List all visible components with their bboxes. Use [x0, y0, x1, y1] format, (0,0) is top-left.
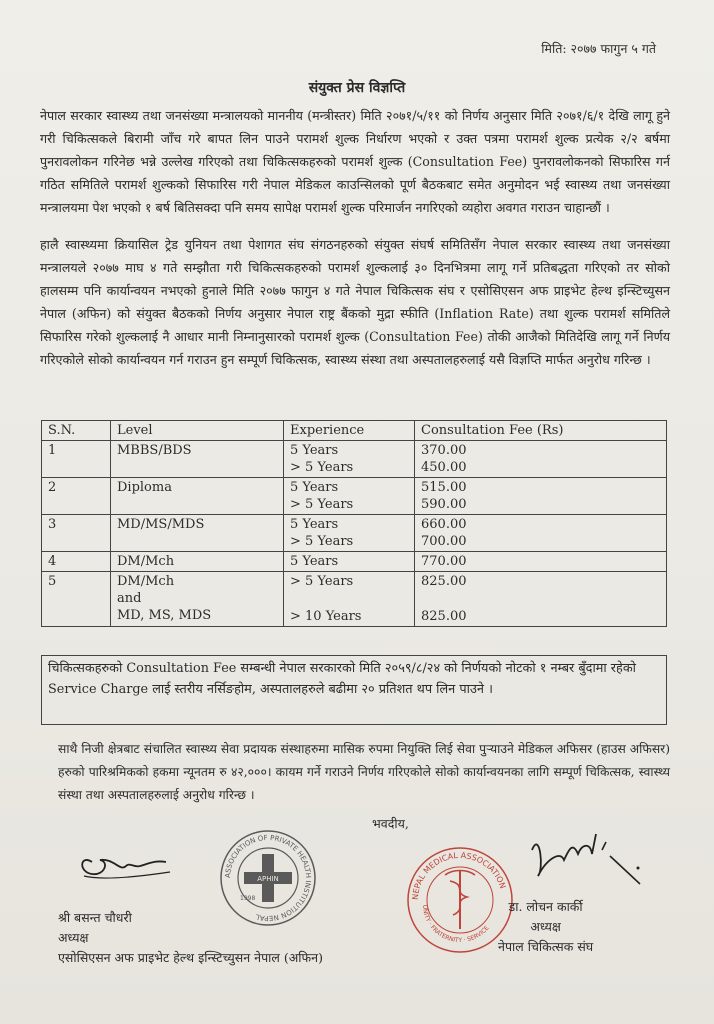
- closing-salutation: भवदीय,: [372, 816, 409, 831]
- header-fee: Consultation Fee (Rs): [415, 421, 667, 441]
- cell-fee: 825.00 825.00: [415, 572, 667, 627]
- left-signatory-block: [58, 908, 323, 968]
- cell-fee: 770.00: [415, 552, 667, 572]
- cell-experience: 5 Years: [284, 552, 415, 572]
- svg-text:APHIN: APHIN: [257, 875, 279, 883]
- cell-fee: 370.00 450.00: [415, 441, 667, 478]
- left-signatory-role: अध्यक्ष: [58, 930, 89, 945]
- header-experience: Experience: [284, 421, 415, 441]
- table-row: [42, 552, 667, 572]
- table-row: [42, 515, 667, 552]
- service-charge-note: चिकित्सकहरुको Consultation Fee सम्बन्धी नेपाल सरकारको मिति २०५९/८/२४ को निर्णयको नोटको १ नम्बर बुँदामा रहेको Service Charge लाई स्तरीय नर्सिङहोम, अस्पतालहरुले बढीमा २० प्रतिशत थप लिन पाउने ।: [41, 655, 667, 725]
- cell-sn: 5: [42, 572, 111, 627]
- cell-experience: 5 Years > 5 Years: [284, 441, 415, 478]
- left-signatory-org: एसोसिएसन अफ प्राइभेट हेल्थ इन्स्टिच्युसन नेपाल (अफिन): [58, 950, 323, 965]
- svg-text:ASSOCIATION OF PRIVATE HEALTH: ASSOCIATION OF PRIVATE HEALTH INSTITUTION NEPAL: [223, 833, 313, 923]
- cell-experience: 5 Years > 5 Years: [284, 515, 415, 552]
- cell-sn: 2: [42, 478, 111, 515]
- right-signatory-role: अध्यक्ष: [530, 919, 561, 934]
- table-row: [42, 572, 667, 627]
- table-header-row: [42, 421, 667, 441]
- svg-text:UNITY · FRATERNITY · SERVICE: UNITY · FRATERNITY · SERVICE: [420, 904, 491, 945]
- paragraph-1: नेपाल सरकार स्वास्थ्य तथा जनसंख्या मन्त्रालयको माननीय (मन्त्रीस्तर) मिति २०७१/५/११ को निर्णय अनुसार मिति २०७१/६/१ देखि लागू हुने गरी चिकित्सकले बिरामी जाँच गरे बापत लिन पाउने परामर्श शुल्क निर्धारण भएको र उक्त पत्रमा परामर्श शुल्क प्रत्येक २/२ बर्षमा पुनरावलोकन गरिनेछ भन्ने उल्लेख गरिएको तथा चिकित्सकहरुको परामर्श शुल्क (Consultation Fee) पुनरावलोकनको सिफारिस गर्न गठित समितिले परामर्श शुल्कको सिफारिस गरी नेपाल मेडिकल काउन्सिलको पूर्ण बैठकबाट समेत अनुमोदन भई स्वास्थ्य तथा जनसंख्या मन्त्रालयमा पेश भएको १ बर्ष बितिसक्दा पनि समय सापेक्ष परामर्श शुल्क परिमार्जन नगरिएको व्यहोरा अवगत गराउन चाहान्छौं ।: [40, 108, 670, 215]
- cell-sn: 3: [42, 515, 111, 552]
- cell-fee: 660.00 700.00: [415, 515, 667, 552]
- paragraph-3: साथै निजी क्षेत्रबाट संचालित स्वास्थ्य सेवा प्रदायक संस्थाहरुमा मासिक रुपमा नियुक्ति लिई सेवा पुऱ्याउने मेडिकल अफिसर (हाउस अफिसर) हरुको पारिश्रमिकको हकमा न्यूनतम रु ४२,०००। कायम गर्ने गराउने निर्णय गरिएकोले सोको कार्यान्वयनका लागि सम्पूर्ण चिकित्सक, स्वास्थ्य संस्था तथा अस्पतालहरुलाई अनुरोध गरिन्छ ।: [58, 742, 670, 802]
- table-row: [42, 441, 667, 478]
- cell-level: Diploma: [111, 478, 284, 515]
- consultation-fee-table: [41, 420, 667, 627]
- cell-sn: 1: [42, 441, 111, 478]
- signature-right: [520, 820, 660, 890]
- right-signatory-name: डा. लोचन कार्की: [508, 899, 583, 914]
- signature-left: [70, 832, 180, 892]
- cell-level: DM/Mch: [111, 552, 284, 572]
- right-signatory-org: नेपाल चिकित्सक संघ: [498, 939, 594, 954]
- cell-level: DM/Mch and MD, MS, MDS: [111, 572, 284, 627]
- cell-experience: > 5 Years > 10 Years: [284, 572, 415, 627]
- cell-fee: 515.00 590.00: [415, 478, 667, 515]
- header-sn: S.N.: [42, 421, 111, 441]
- cell-level: MBBS/BDS: [111, 441, 284, 478]
- svg-text:1998: 1998: [240, 895, 256, 902]
- cell-level: MD/MS/MDS: [111, 515, 284, 552]
- document-date: मिति: २०७७ फागुन ५ गते: [541, 41, 656, 56]
- left-signatory-name: श्री बसन्त चौधरी: [58, 910, 132, 925]
- table-row: [42, 478, 667, 515]
- cell-experience: 5 Years > 5 Years: [284, 478, 415, 515]
- header-level: Level: [111, 421, 284, 441]
- document-title: संयुक्त प्रेस विज्ञप्ति: [308, 80, 406, 96]
- right-signatory-block: [498, 897, 593, 957]
- cell-sn: 4: [42, 552, 111, 572]
- paragraph-2: हालै स्वास्थ्यमा क्रियासिल ट्रेड युनियन तथा पेशागत संघ संगठनहरुको संयुक्त संघर्ष समितिसँग नेपाल सरकार स्वास्थ्य तथा जनसंख्या मन्त्रालयले २०७७ माघ ४ गते सम्झौता गरी चिकित्सकहरुको परामर्श शुल्कलाई ३० दिनभित्रमा लागू गर्ने प्रतिबद्धता गरिएको तर सोको हालसम्म पनि कार्यान्वयन नभएको हुनाले मिति २०७७ फागुन ४ गते नेपाल चिकित्सक संघ र एसोसिएसन अफ प्राइभेट हेल्थ इन्स्टिच्युसन नेपाल (अफिन) को संयुक्त बैठकको निर्णय अनुसार नेपाल राष्ट्र बैंकको मुद्रा स्फीति (Inflation Rate) तथा शुल्क परामर्श समितिले सिफारिस गरेको शुल्कलाई नै आधार मानी निम्नानुसारको परामर्श शुल्क (Consultation Fee) तोकी आजैको मितिदेखि लागू गर्ने निर्णय गरिएकोले सोको कार्यान्वयन गर्न गराउन हुन सम्पूर्ण चिकित्सक, स्वास्थ्य संस्था तथा अस्पतालहरुलाई यसै विज्ञप्ति मार्फत अनुरोध गरिन्छ ।: [40, 237, 670, 367]
- svg-text:NEPAL MEDICAL ASSOCIATION: NEPAL MEDICAL ASSOCIATION: [410, 850, 508, 901]
